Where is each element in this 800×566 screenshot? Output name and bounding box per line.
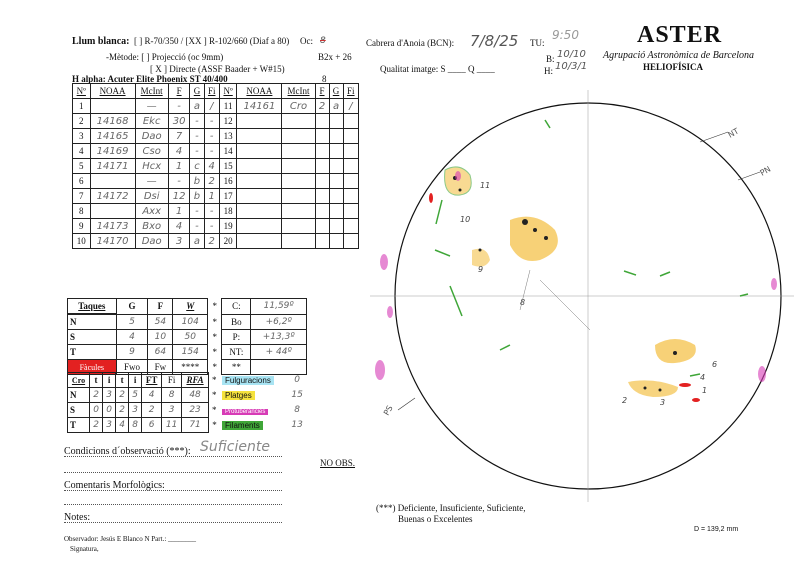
svg-text:10: 10 xyxy=(460,215,471,224)
comentaris-line-1 xyxy=(64,480,282,491)
platges-value: 15 xyxy=(291,390,303,400)
groups-cell xyxy=(329,234,343,249)
legend-line-1: (***) Deficiente, Insuficiente, Suficiente, xyxy=(376,503,526,513)
cro-col: i xyxy=(129,373,142,388)
groups-cell xyxy=(237,174,282,189)
taques-row-s xyxy=(68,330,307,345)
groups-cell xyxy=(329,114,343,129)
side-value-bo: +6,2º xyxy=(251,314,307,330)
groups-cell: 12 xyxy=(168,189,190,204)
cro-col: i xyxy=(103,373,116,388)
comentaris-label: Comentaris Morfològics: xyxy=(64,480,165,491)
groups-cell: b xyxy=(190,189,204,204)
col-num-2: Nº xyxy=(219,84,237,99)
cell: 8 xyxy=(129,418,142,433)
red-marks xyxy=(429,193,700,402)
groups-cell: 14161 xyxy=(237,99,282,114)
groups-cell: a xyxy=(190,234,204,249)
groups-cell: 19 xyxy=(219,219,237,234)
taques-star: * xyxy=(212,301,218,312)
cro-col: t xyxy=(116,373,129,388)
h-value: 10/3/1 xyxy=(555,61,588,72)
cell: 11 xyxy=(162,418,182,433)
groups-cell: - xyxy=(190,129,204,144)
cell: 64 xyxy=(148,345,173,360)
star: * xyxy=(212,375,217,385)
llum-blanca-options: [ ] R-70/350 / [XX ] R-102/660 (Diaf a 80) xyxy=(134,36,290,46)
filaments xyxy=(435,120,748,376)
groups-cell: 2 xyxy=(315,99,329,114)
groups-cell: Cso xyxy=(135,144,168,159)
groups-cell xyxy=(237,159,282,174)
cell: 2 xyxy=(142,403,162,418)
star: * xyxy=(212,405,217,415)
col-f-2: F xyxy=(315,84,329,99)
observador-label: Observador: Jesús E Blanco N Part.: ________ xyxy=(64,535,197,543)
condicions-value: Suficiente xyxy=(200,439,270,455)
groups-cell: - xyxy=(204,219,219,234)
groups-cell: a xyxy=(329,99,343,114)
cell: 2 xyxy=(116,403,129,418)
cell: 5 xyxy=(129,388,142,403)
groups-cell xyxy=(315,174,329,189)
plage-group-s xyxy=(628,339,696,397)
groups-cell xyxy=(282,174,315,189)
col-noaa-2: NOAA xyxy=(237,84,282,99)
groups-cell xyxy=(343,234,358,249)
cell: 0 xyxy=(90,403,103,418)
groups-cell xyxy=(237,234,282,249)
groups-cell xyxy=(282,204,315,219)
groups-cell xyxy=(329,129,343,144)
star: * xyxy=(212,347,218,357)
cell: 4 xyxy=(116,330,148,345)
taques-table xyxy=(67,298,307,375)
groups-cell xyxy=(237,204,282,219)
side-value-p: +13,3º xyxy=(251,330,307,345)
fwo-label: Fwo xyxy=(116,360,148,375)
plage-group-9 xyxy=(472,249,490,267)
cabrera-label: Cabrera d'Anoia (BCN): xyxy=(366,38,455,48)
groups-row xyxy=(73,114,359,129)
col-num: Nº xyxy=(73,84,91,99)
cell: 8 xyxy=(162,388,182,403)
groups-cell xyxy=(282,114,315,129)
groups-cell xyxy=(343,159,358,174)
cell: 2 xyxy=(90,418,103,433)
halpha-number: 8 xyxy=(322,74,327,84)
taques-row-t xyxy=(68,345,307,360)
oc-value: 8 xyxy=(320,36,326,46)
groups-cell: 14171 xyxy=(90,159,135,174)
oc-label: Oc: xyxy=(300,36,313,46)
col-fi: Fi xyxy=(204,84,219,99)
groups-cell: 4 xyxy=(204,159,219,174)
taques-row-n xyxy=(68,314,307,330)
col-mcint: McInt xyxy=(135,84,168,99)
groups-row xyxy=(73,144,359,159)
taques-col-w: W xyxy=(173,299,208,315)
date-value: 7/8/25 xyxy=(470,32,519,50)
nt-label: NT xyxy=(726,126,741,140)
groups-cell: 1 xyxy=(168,204,190,219)
notes-line xyxy=(64,512,282,523)
cell: 23 xyxy=(182,403,209,418)
groups-cell: 3 xyxy=(168,234,190,249)
metode-label: -Mètode: [ ] Projecció (oc 9mm) xyxy=(106,52,224,62)
groups-cell: - xyxy=(190,204,204,219)
groups-cell: a xyxy=(190,99,204,114)
legend-line-2: Buenas o Excelentes xyxy=(398,514,473,524)
prominences xyxy=(375,171,777,382)
comentaris-line-2 xyxy=(64,496,282,505)
groups-cell xyxy=(282,129,315,144)
diameter-label: D = 139,2 mm xyxy=(694,526,739,533)
groups-cell xyxy=(315,204,329,219)
protuberancies-value: 8 xyxy=(294,405,300,415)
groups-cell: 14169 xyxy=(90,144,135,159)
fulguracions-badge: Fulguracions xyxy=(222,376,274,385)
cro-col-ft: FT xyxy=(142,373,162,388)
cell: 54 xyxy=(148,314,173,330)
groups-cell xyxy=(343,114,358,129)
groups-cell: - xyxy=(168,174,190,189)
groups-row xyxy=(73,204,359,219)
llum-blanca-label: Llum blanca: xyxy=(72,36,130,47)
groups-cell xyxy=(315,189,329,204)
cell: 3 xyxy=(162,403,182,418)
groups-cell xyxy=(237,219,282,234)
groups-cell: Cro xyxy=(282,99,315,114)
groups-cell: 16 xyxy=(219,174,237,189)
groups-cell xyxy=(343,204,358,219)
groups-cell xyxy=(282,219,315,234)
guide-lines xyxy=(520,270,590,330)
ps-label: PS xyxy=(381,403,395,417)
taques-header: Taques xyxy=(68,299,117,315)
b2x-value: B2x + 26 xyxy=(318,52,352,62)
groups-cell: 13 xyxy=(219,129,237,144)
cell: 9 xyxy=(116,345,148,360)
b-label: B: xyxy=(546,54,555,64)
groups-cell: 14168 xyxy=(90,114,135,129)
groups-cell: 1 xyxy=(73,99,91,114)
groups-cell xyxy=(329,219,343,234)
groups-cell: Dao xyxy=(135,129,168,144)
cell: 154 xyxy=(173,345,208,360)
groups-cell: Axx xyxy=(135,204,168,219)
cell: 5 xyxy=(116,314,148,330)
groups-cell: / xyxy=(204,99,219,114)
groups-cell: 14173 xyxy=(90,219,135,234)
groups-row xyxy=(73,189,359,204)
groups-cell xyxy=(315,129,329,144)
group-labels xyxy=(460,181,717,407)
groups-cell: 7 xyxy=(73,189,91,204)
groups-row xyxy=(73,99,359,114)
taques-col-g: G xyxy=(116,299,148,315)
groups-cell: c xyxy=(190,159,204,174)
groups-cell xyxy=(343,144,358,159)
protuberancies-badge: Protuberàncies xyxy=(222,409,268,415)
cell: 104 xyxy=(173,314,208,330)
cro-col: t xyxy=(90,373,103,388)
groups-cell: 5 xyxy=(73,159,91,174)
row-label: T xyxy=(68,345,117,360)
filaments-badge: Filaments xyxy=(222,421,263,430)
svg-text:8: 8 xyxy=(520,298,526,307)
star: * xyxy=(212,390,217,400)
col-noaa: NOAA xyxy=(90,84,135,99)
groups-cell: - xyxy=(204,114,219,129)
groups-cell: Dao xyxy=(135,234,168,249)
side-label-nt: NT: xyxy=(222,345,251,360)
groups-cell: 14165 xyxy=(90,129,135,144)
groups-cell: - xyxy=(168,99,190,114)
qualitat-label: Qualitat imatge: S ____ Q ____ xyxy=(380,64,495,74)
condicions-line-2 xyxy=(64,464,282,473)
groups-cell: 12 xyxy=(219,114,237,129)
cell: 3 xyxy=(103,388,116,403)
cro-header: Cro xyxy=(68,373,90,388)
cro-row-n xyxy=(68,388,307,403)
groups-cell xyxy=(237,114,282,129)
groups-cell: - xyxy=(190,144,204,159)
groups-cell xyxy=(282,159,315,174)
groups-cell xyxy=(90,204,135,219)
groups-cell xyxy=(237,129,282,144)
groups-cell: 2 xyxy=(204,174,219,189)
groups-cell: — xyxy=(135,174,168,189)
groups-cell xyxy=(329,174,343,189)
groups-cell: Bxo xyxy=(135,219,168,234)
halpha-label: H alpha: Acuter Elite Phoenix ST 40/400 xyxy=(72,74,228,84)
groups-cell: 14172 xyxy=(90,189,135,204)
groups-cell: Ekc xyxy=(135,114,168,129)
groups-cell: - xyxy=(190,114,204,129)
groups-cell xyxy=(90,174,135,189)
groups-header-row xyxy=(73,84,359,99)
groups-table xyxy=(72,83,359,249)
cell: 10 xyxy=(148,330,173,345)
groups-cell: 6 xyxy=(73,174,91,189)
groups-cell: / xyxy=(343,99,358,114)
groups-cell: — xyxy=(135,99,168,114)
groups-cell: 10 xyxy=(73,234,91,249)
groups-cell: 4 xyxy=(73,144,91,159)
pn-label: PN xyxy=(758,164,773,178)
directe-label: [ X ] Directe (ASSF Baader + W#15) xyxy=(150,64,285,74)
cro-col-fi: Fi xyxy=(162,373,182,388)
agrupacio-subtitle: Agrupació Astronòmica de Barcelona xyxy=(603,50,754,61)
groups-cell: 11 xyxy=(219,99,237,114)
groups-cell xyxy=(343,129,358,144)
col-f: F xyxy=(168,84,190,99)
groups-cell xyxy=(315,159,329,174)
groups-cell xyxy=(329,204,343,219)
nt-pointer xyxy=(700,132,728,142)
groups-cell: - xyxy=(204,204,219,219)
side-label-bo: Bo xyxy=(222,314,251,330)
groups-row xyxy=(73,174,359,189)
groups-cell xyxy=(315,144,329,159)
cro-table xyxy=(67,372,307,433)
col-fi-2: Fi xyxy=(343,84,358,99)
groups-cell: - xyxy=(204,129,219,144)
groups-cell: 4 xyxy=(168,144,190,159)
groups-cell: 3 xyxy=(73,129,91,144)
groups-cell: b xyxy=(190,174,204,189)
cell: 3 xyxy=(103,418,116,433)
tu-label: TU: xyxy=(530,38,545,48)
plage-group-7 xyxy=(510,217,558,261)
star: * xyxy=(212,316,218,327)
col-g-2: G xyxy=(329,84,343,99)
cell: 4 xyxy=(116,418,129,433)
star: * xyxy=(212,332,218,342)
groups-cell: 18 xyxy=(219,204,237,219)
groups-cell: Dsi xyxy=(135,189,168,204)
star: * xyxy=(212,362,218,372)
cell: 4 xyxy=(142,388,162,403)
groups-cell xyxy=(315,114,329,129)
groups-cell xyxy=(343,219,358,234)
groups-cell: 30 xyxy=(168,114,190,129)
svg-text:1: 1 xyxy=(702,386,708,395)
b-value: 10/10 xyxy=(557,49,586,60)
side-label-p: P: xyxy=(222,330,251,345)
row-label: S xyxy=(68,403,90,418)
cell: 6 xyxy=(142,418,162,433)
groups-row xyxy=(73,219,359,234)
groups-cell: 15 xyxy=(219,159,237,174)
row-label: N xyxy=(68,388,90,403)
filaments-value: 13 xyxy=(291,420,303,430)
facules-label: Fàcules xyxy=(68,360,117,375)
h-label: H: xyxy=(544,66,553,76)
condicions-line-1 xyxy=(64,446,282,457)
row-label: T xyxy=(68,418,90,433)
groups-cell xyxy=(237,189,282,204)
cell: 2 xyxy=(116,388,129,403)
groups-cell xyxy=(282,189,315,204)
stars-2: ** xyxy=(222,360,251,375)
groups-cell xyxy=(315,219,329,234)
groups-row xyxy=(73,234,359,249)
cell: 2 xyxy=(90,388,103,403)
groups-cell: - xyxy=(204,144,219,159)
svg-text:2: 2 xyxy=(622,396,628,405)
side-label-c: C: xyxy=(222,299,251,315)
groups-cell xyxy=(329,189,343,204)
cell: 0 xyxy=(103,403,116,418)
aster-title: ASTER xyxy=(637,22,723,48)
groups-cell xyxy=(237,144,282,159)
groups-cell: 14 xyxy=(219,144,237,159)
condicions-label: Condicions d´observació (***): xyxy=(64,446,191,457)
cro-row-s xyxy=(68,403,307,418)
groups-cell: 2 xyxy=(73,114,91,129)
groups-cell xyxy=(90,99,135,114)
cro-col-rfa: RFA xyxy=(182,373,209,388)
groups-cell xyxy=(282,144,315,159)
groups-cell: 17 xyxy=(219,189,237,204)
side-value-nt: + 44º xyxy=(251,345,307,360)
heliofisica-label: HELIOFÍSICA xyxy=(643,62,704,72)
groups-cell xyxy=(282,234,315,249)
groups-cell: - xyxy=(190,219,204,234)
groups-cell xyxy=(329,144,343,159)
groups-cell xyxy=(343,189,358,204)
col-g: G xyxy=(190,84,204,99)
groups-cell: 20 xyxy=(219,234,237,249)
no-obs-label: NO OBS. xyxy=(320,458,356,468)
svg-text:6: 6 xyxy=(712,360,718,369)
cell: 48 xyxy=(182,388,209,403)
groups-cell xyxy=(315,234,329,249)
groups-cell: 14170 xyxy=(90,234,135,249)
fulguracions-value: 0 xyxy=(294,375,300,385)
svg-text:9: 9 xyxy=(478,265,484,274)
svg-text:4: 4 xyxy=(700,373,706,382)
groups-cell: 8 xyxy=(73,204,91,219)
groups-cell: 4 xyxy=(168,219,190,234)
svg-text:11: 11 xyxy=(480,181,491,190)
groups-cell xyxy=(329,159,343,174)
cell: 71 xyxy=(182,418,209,433)
fw-label: Fw xyxy=(148,360,173,375)
notes-label: Notes: xyxy=(64,512,91,523)
cell: 50 xyxy=(173,330,208,345)
platges-badge: Platges xyxy=(222,391,255,400)
stars-4: **** xyxy=(173,360,208,375)
signatura-label: Signatura, xyxy=(70,545,99,553)
taques-col-f: F xyxy=(148,299,173,315)
groups-cell: 2 xyxy=(204,234,219,249)
groups-cell: 7 xyxy=(168,129,190,144)
ps-pointer xyxy=(398,398,415,410)
col-mcint-2: McInt xyxy=(282,84,315,99)
svg-text:3: 3 xyxy=(660,398,666,407)
groups-cell: 1 xyxy=(204,189,219,204)
cro-row-t xyxy=(68,418,307,433)
groups-cell: Hcx xyxy=(135,159,168,174)
groups-cell: 1 xyxy=(168,159,190,174)
cell: 3 xyxy=(129,403,142,418)
tu-value: 9:50 xyxy=(552,28,579,42)
groups-row xyxy=(73,129,359,144)
pn-pointer xyxy=(738,172,760,180)
row-label: S xyxy=(68,330,117,345)
side-value-c: 11,59º xyxy=(251,299,307,315)
star: * xyxy=(212,420,217,430)
groups-row xyxy=(73,159,359,174)
row-label: N xyxy=(68,314,117,330)
groups-cell xyxy=(343,174,358,189)
solar-disk-drawing xyxy=(360,80,800,520)
groups-cell: 9 xyxy=(73,219,91,234)
